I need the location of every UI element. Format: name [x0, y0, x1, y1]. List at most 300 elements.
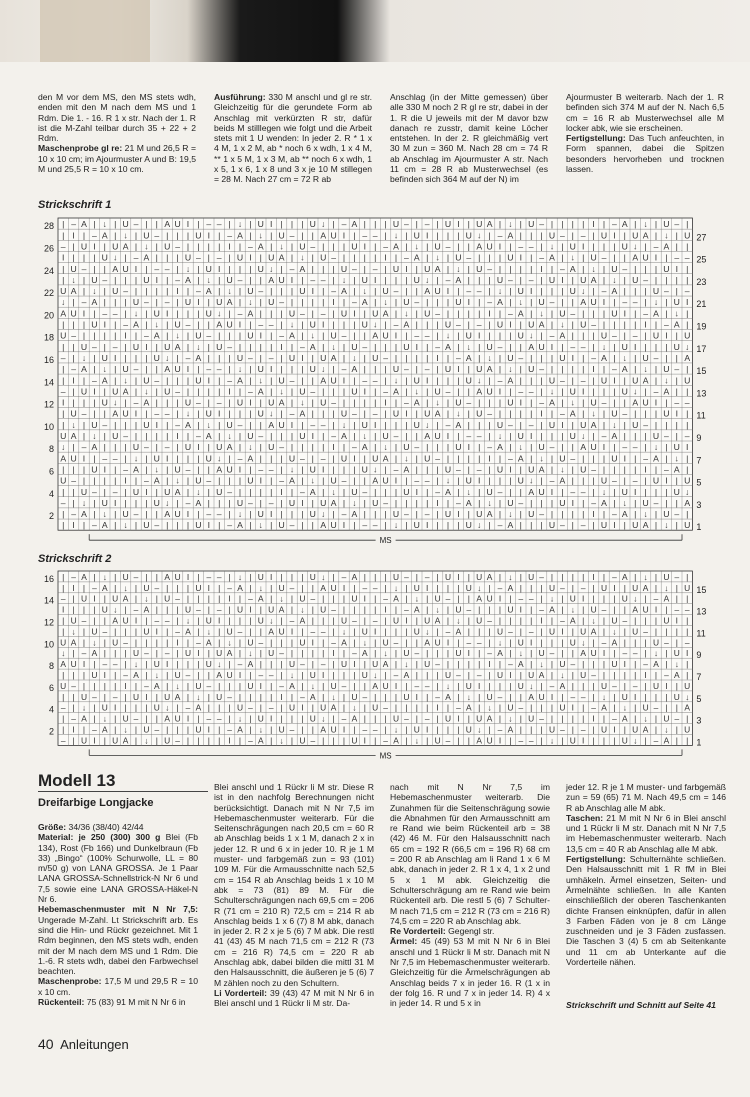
chart-cell-symbol: A	[102, 724, 108, 735]
chart-cell-symbol: |	[519, 509, 522, 520]
chart-cell-symbol: U	[517, 680, 524, 691]
chart-cell-symbol: –	[268, 352, 274, 363]
chart-cell-symbol: |	[374, 386, 377, 397]
chart-cell-symbol: –	[383, 735, 388, 746]
chart-cell-symbol: U	[309, 670, 316, 680]
chart-cell-symbol: |	[280, 352, 283, 363]
chart-cell-symbol: A	[486, 571, 493, 582]
chart-cell-symbol: –	[112, 308, 118, 319]
chart-cell-symbol: |	[488, 230, 491, 241]
chart-cell-symbol: |	[415, 308, 418, 319]
chart-cell-symbol: –	[560, 375, 565, 386]
chart-cell-symbol: |	[322, 286, 325, 297]
chart-cell-symbol: –	[92, 724, 97, 735]
chart-cell-symbol: I	[488, 453, 491, 464]
chart-cell-symbol: |	[654, 375, 658, 386]
chart-cell-symbol: –	[372, 408, 378, 419]
chart-cell-symbol: ↓	[154, 464, 159, 475]
chart-cell-symbol: U	[143, 419, 150, 430]
chart-cell-symbol: |	[322, 241, 325, 252]
chart-cell-symbol: |	[301, 364, 304, 375]
chart-cell-symbol: |	[155, 286, 158, 297]
chart-cell-symbol: |	[301, 475, 304, 486]
chart-cell-symbol: |	[249, 375, 252, 386]
chart-cell-symbol: |	[72, 497, 75, 508]
chart-cell-symbol: I	[405, 263, 408, 274]
chart-cell-symbol: ↓	[237, 571, 243, 582]
chart-cell-symbol: |	[93, 330, 96, 341]
chart-cell-symbol: |	[249, 408, 252, 419]
chart-cell-symbol: U	[465, 230, 472, 241]
chart-cell-symbol: |	[342, 497, 346, 508]
chart-cell-symbol: –	[435, 453, 440, 464]
chart-cell-symbol: |	[228, 659, 231, 670]
chart-cell-symbol: A	[663, 241, 670, 252]
chart-cell-symbol: I	[176, 431, 179, 441]
chart-cell-symbol: |	[602, 713, 606, 724]
chart-cell-symbol: U	[299, 241, 306, 252]
chart-cell-symbol: I	[165, 308, 169, 319]
chart-cell-symbol: –	[268, 319, 274, 330]
chart-cell-symbol: |	[62, 230, 65, 241]
chart-cell-symbol: |	[114, 419, 117, 430]
chart-cell-symbol: |	[613, 386, 616, 397]
chart-cell-symbol: |	[166, 670, 169, 680]
chart-cell-symbol: –	[362, 582, 368, 593]
chart-cell-symbol: |	[82, 637, 86, 648]
chart-cell-symbol: ↓	[113, 252, 118, 263]
chart-cell-symbol: |	[186, 593, 190, 604]
chart-cell-symbol: |	[93, 509, 96, 520]
chart-cell-symbol: –	[674, 364, 680, 375]
chart-cell-symbol: –	[414, 648, 420, 659]
chart-cell-symbol: A	[206, 637, 212, 648]
chart-cell-symbol: |	[436, 274, 439, 285]
chart-cell-symbol: |	[249, 691, 252, 702]
chart-cell-symbol: ↓	[133, 308, 139, 319]
chart-cell-symbol: |	[374, 571, 377, 582]
paragraph	[38, 904, 198, 976]
chart-cell-symbol: –	[154, 724, 160, 735]
chart-cell-symbol: U	[174, 319, 181, 330]
chart-cell-symbol: U	[236, 702, 244, 713]
chart-cell-symbol: |	[72, 486, 75, 497]
chart-cell-symbol: I	[176, 637, 179, 648]
chart-cell-symbol: ↓	[362, 637, 367, 648]
chart-cell-symbol: |	[363, 219, 366, 230]
chart-cell-symbol: I	[353, 453, 356, 464]
chart-cell-symbol: |	[457, 735, 460, 746]
chart-cell-symbol: |	[634, 702, 637, 713]
chart-cell-symbol: |	[270, 308, 273, 319]
chart-cell-symbol: A	[112, 408, 119, 419]
chart-cell-symbol: A	[424, 286, 431, 297]
chart-cell-symbol: |	[582, 453, 585, 464]
chart-cell-symbol: |	[166, 397, 169, 408]
chart-cell-symbol: ↓	[456, 263, 461, 274]
chart2-title: Strickschrift 2	[38, 553, 112, 565]
chart-cell-symbol: |	[363, 352, 366, 363]
chart-cell-symbol: I	[477, 475, 481, 486]
chart-cell-symbol: |	[176, 615, 179, 626]
chart-cell-symbol: |	[602, 626, 606, 637]
chart-cell-symbol: U	[517, 330, 524, 341]
chart-cell-symbol: –	[632, 680, 638, 691]
chart-cell-symbol: A	[361, 442, 368, 453]
chart-cell-symbol: A	[445, 341, 451, 352]
chart-cell-symbol: –	[237, 626, 243, 637]
chart-cell-symbol: U	[122, 263, 129, 274]
chart-cell-symbol: U	[580, 626, 587, 637]
chart-cell-symbol: |	[103, 263, 106, 274]
chart-cell-symbol: |	[467, 386, 470, 397]
chart-cell-symbol: |	[207, 352, 210, 363]
chart-cell-symbol: |	[592, 475, 595, 486]
chart-cell-symbol: ↓	[175, 475, 180, 486]
chart-cell-symbol: |	[623, 680, 626, 691]
chart-cell-symbol: I	[280, 486, 283, 497]
chart-cell-symbol: |	[93, 604, 96, 615]
chart-cell-symbol: I	[103, 319, 107, 330]
chart-cell-symbol: A	[153, 475, 160, 486]
chart-cell-symbol: |	[228, 713, 231, 724]
chart-cell-symbol: I	[186, 509, 190, 520]
chart-cell-symbol: |	[498, 352, 502, 363]
chart-cell-symbol: |	[394, 297, 398, 308]
chart-cell-symbol: U	[642, 702, 649, 713]
chart-cell-symbol: |	[290, 397, 294, 408]
chart-cell-symbol: |	[238, 648, 242, 659]
chart-cell-symbol: –	[560, 520, 565, 531]
row-label-left: 16	[43, 354, 54, 365]
chart-cell-symbol: A	[611, 286, 618, 297]
chart-cell-symbol: |	[134, 520, 138, 531]
chart-cell-symbol: U	[517, 475, 524, 486]
chart-cell-symbol: |	[322, 408, 325, 419]
chart-cell-symbol: –	[352, 263, 357, 274]
paragraph-text: 21 M mit N Nr 6 in Blei anschl und 1 Rückr li M str. Danach mit N Nr 7,5 im Hebemaschenmuster weiterarb. Nach 13,5 cm = 40 R ab Anschlag alle M abk.	[566, 812, 726, 854]
row-label-right: 15	[696, 366, 707, 377]
chart-cell-symbol: –	[279, 648, 284, 659]
chart-cell-symbol: ↓	[560, 670, 565, 680]
chart-cell-symbol: A	[81, 713, 87, 724]
chart-cell-symbol: |	[186, 431, 190, 441]
chart-cell-symbol: |	[426, 670, 429, 680]
chart-cell-symbol: A	[133, 464, 139, 475]
chart-cell-symbol: |	[238, 263, 242, 274]
chart-cell-symbol: |	[270, 230, 273, 241]
chart-cell-symbol: –	[570, 659, 576, 670]
row-label-right: 3	[696, 499, 702, 510]
chart-cell-symbol: I	[155, 274, 159, 285]
chart-cell-symbol: |	[540, 497, 543, 508]
chart-cell-symbol: |	[353, 252, 356, 263]
chart-cell-symbol: |	[114, 475, 117, 486]
page-footer	[38, 1036, 129, 1052]
chart-cell-symbol: –	[60, 593, 66, 604]
chart-cell-symbol: ↓	[165, 702, 170, 713]
chart-cell-symbol: |	[342, 297, 346, 308]
chart-cell-symbol: |	[613, 442, 616, 453]
chart-cell-symbol: –	[580, 230, 586, 241]
chart-cell-symbol: U	[361, 319, 368, 330]
chart-cell-symbol: |	[155, 241, 158, 252]
chart-cell-symbol: |	[561, 593, 564, 604]
chart-cell-symbol: A	[559, 680, 566, 691]
chart-cell-symbol: –	[643, 308, 648, 319]
chart-cell-symbol: |	[550, 431, 554, 441]
chart-cell-symbol: U	[164, 735, 171, 746]
chart-cell-symbol: –	[300, 341, 305, 352]
chart-cell-symbol: A	[434, 263, 441, 274]
chart-cell-symbol: ↓	[393, 582, 399, 593]
row-label-left: 28	[43, 221, 54, 232]
model-subtitle: Dreifarbige Longjacke	[38, 797, 154, 809]
chart-cell-symbol: A	[476, 241, 483, 252]
chart-cell-symbol: |	[415, 352, 418, 363]
chart-cell-symbol: –	[653, 241, 659, 252]
paragraph	[214, 988, 374, 1009]
chart-cell-symbol: |	[218, 680, 221, 691]
chart-cell-symbol: –	[123, 431, 128, 441]
chart-cell-symbol: |	[519, 520, 522, 531]
chart-cell-symbol: |	[124, 453, 127, 464]
chart-cell-symbol: |	[363, 615, 366, 626]
chart-cell-symbol: |	[467, 615, 470, 626]
chart-cell-symbol: |	[363, 604, 366, 615]
row-label-right: 25	[696, 254, 707, 265]
chart-cell-symbol: –	[154, 375, 160, 386]
chart-cell-symbol: ↓	[466, 341, 471, 352]
chart-cell-symbol: |	[665, 626, 668, 637]
chart-cell-symbol: –	[622, 297, 628, 308]
chart-cell-symbol: |	[561, 241, 564, 252]
chart-cell-symbol: –	[133, 509, 139, 520]
chart-cell-symbol: –	[414, 475, 420, 486]
chart-cell-symbol: |	[634, 219, 637, 230]
chart-cell-symbol: U	[70, 408, 77, 419]
chart-cell-symbol: I	[374, 626, 377, 637]
chart-cell-symbol: |	[228, 352, 231, 363]
chart-cell-symbol: ↓	[71, 274, 76, 285]
chart-cell-symbol: U	[268, 648, 275, 659]
chart-cell-symbol: U	[382, 330, 389, 341]
chart-cell-symbol: A	[476, 735, 482, 746]
chart-cell-symbol: I	[685, 297, 689, 308]
chart-cell-symbol: A	[642, 724, 649, 735]
chart-cell-symbol: |	[332, 263, 335, 274]
chart-cell-symbol: |	[145, 408, 148, 419]
chart-cell-symbol: I	[592, 219, 595, 230]
chart-cell-symbol: |	[290, 241, 294, 252]
chart-cell-symbol: U	[590, 297, 597, 308]
chart-cell-symbol: U	[652, 475, 660, 486]
chart-cell-symbol: |	[103, 431, 106, 441]
chart-cell-symbol: |	[280, 364, 283, 375]
chart-cell-symbol: |	[249, 219, 252, 230]
chart-cell-symbol: –	[164, 263, 170, 274]
chart-cell-symbol: ↓	[477, 582, 482, 593]
chart-cell-symbol: |	[311, 252, 314, 263]
chart-cell-symbol: |	[72, 252, 75, 263]
chart-cell-symbol: I	[342, 230, 346, 241]
chart-cell-symbol: U	[351, 341, 358, 352]
chart-cell-symbol: U	[528, 713, 535, 724]
chart-cell-symbol: I	[72, 230, 75, 241]
chart-cell-symbol: U	[496, 319, 504, 330]
chart-cell-symbol: |	[93, 397, 96, 408]
chart-cell-symbol: |	[249, 713, 252, 724]
chart-cell-symbol: A	[320, 375, 327, 386]
chart-cell-symbol: |	[82, 319, 86, 330]
chart-cell-symbol: |	[654, 486, 658, 497]
chart-cell-symbol: |	[550, 453, 554, 464]
chart-cell-symbol: |	[602, 219, 606, 230]
chart-cell-symbol: |	[426, 252, 429, 263]
chart-cell-symbol: |	[145, 637, 148, 648]
chart-cell-symbol: –	[632, 330, 638, 341]
chart-cell-symbol: |	[207, 297, 210, 308]
chart-cell-symbol: |	[384, 626, 387, 637]
chart-cell-symbol: U	[309, 364, 316, 375]
chart-cell-symbol: |	[62, 263, 65, 274]
chart-cell-symbol: –	[289, 230, 295, 241]
chart-cell-symbol: |	[478, 486, 481, 497]
chart-cell-symbol: |	[571, 274, 574, 285]
chart-cell-symbol: –	[580, 341, 586, 352]
chart-cell-symbol: |	[259, 297, 262, 308]
chart-cell-symbol: A	[278, 604, 285, 615]
chart-cell-symbol: |	[249, 274, 252, 285]
chart-cell-symbol: |	[488, 475, 491, 486]
chart-cell-symbol: –	[289, 520, 295, 531]
chart-cell-symbol: I	[581, 386, 585, 397]
chart-cell-symbol: U	[413, 274, 420, 285]
chart-cell-symbol: –	[320, 626, 326, 637]
chart-cell-symbol: U	[278, 419, 285, 430]
chart-cell-symbol: U	[226, 464, 233, 475]
chart-cell-symbol: U	[60, 330, 67, 341]
paragraph	[390, 782, 550, 926]
chart-cell-symbol: |	[571, 442, 574, 453]
chart-cell-symbol: U	[122, 364, 129, 375]
chart-cell-symbol: |	[530, 263, 533, 274]
chart-cell-symbol: U	[600, 724, 608, 735]
chart-cell-symbol: |	[353, 520, 356, 531]
chart-cell-symbol: I	[124, 680, 127, 691]
chart-cell-symbol: A	[674, 670, 680, 680]
chart-cell-symbol: –	[206, 330, 212, 341]
chart-cell-symbol: ↓	[404, 308, 409, 319]
chart-cell-symbol: –	[154, 615, 160, 626]
chart-cell-symbol: A	[278, 252, 285, 263]
chart-cell-symbol: A	[424, 637, 430, 648]
chart-cell-symbol: –	[622, 648, 628, 659]
chart-cell-symbol: –	[248, 497, 253, 508]
chart-cell-symbol: U	[205, 659, 212, 670]
chart-cell-symbol: –	[539, 713, 544, 724]
chart-cell-symbol: |	[259, 626, 262, 637]
chart-cell-symbol: |	[686, 626, 689, 637]
chart-cell-symbol: U	[652, 637, 660, 648]
chart-cell-symbol: U	[632, 582, 639, 593]
chart-cell-symbol: |	[675, 724, 678, 735]
chart-cell-symbol: |	[238, 408, 242, 419]
chart-cell-symbol: |	[634, 308, 637, 319]
chart-cell-symbol: A	[476, 593, 482, 604]
chart-cell-symbol: –	[248, 702, 253, 713]
chart-cell-symbol: –	[570, 308, 576, 319]
chart-cell-symbol: U	[444, 219, 452, 230]
chart-cell-symbol: –	[497, 582, 503, 593]
chart-cell-symbol: –	[352, 648, 357, 659]
chart-cell-symbol: I	[498, 593, 502, 604]
chart-cell-symbol: –	[289, 724, 295, 735]
chart-cell-symbol: ↓	[487, 352, 492, 363]
chart-cell-symbol: A	[684, 352, 691, 363]
chart-cell-symbol: |	[634, 509, 637, 520]
chart-cell-symbol: –	[248, 735, 253, 746]
chart-cell-symbol: –	[684, 252, 690, 263]
chart-cell-symbol: U	[444, 319, 452, 330]
chart-cell-symbol: ↓	[393, 375, 399, 386]
chart-cell-symbol: |	[332, 659, 335, 670]
chart-cell-symbol: I	[72, 724, 75, 735]
chart-cell-symbol: U	[600, 520, 608, 531]
chart-cell-symbol: U	[205, 308, 212, 319]
row-label-right: 15	[696, 584, 707, 595]
chart-cell-symbol: |	[519, 230, 522, 241]
chart-cell-symbol: –	[60, 702, 66, 713]
chart-cell-symbol: A	[237, 230, 243, 241]
chart-cell-symbol: U	[195, 520, 202, 531]
chart-cell-symbol: |	[592, 593, 595, 604]
chart-cell-symbol: ↓	[477, 375, 482, 386]
chart-cell-symbol: |	[72, 341, 75, 352]
chart-cell-symbol: |	[103, 330, 106, 341]
chart-cell-symbol: |	[270, 724, 273, 735]
chart-cell-symbol: |	[207, 670, 210, 680]
chart-cell-symbol: |	[280, 509, 283, 520]
chart-cell-symbol: U	[216, 691, 223, 702]
chart-cell-symbol: ↓	[581, 637, 586, 648]
chart-cell-symbol: –	[196, 397, 201, 408]
chart-cell-symbol: |	[623, 637, 626, 648]
chart-cell-symbol: U	[517, 286, 524, 297]
chart-cell-symbol: I	[353, 308, 356, 319]
chart-cell-symbol: I	[259, 475, 263, 486]
chart-cell-symbol: –	[404, 364, 409, 375]
chart-cell-symbol: –	[622, 615, 628, 626]
chart-cell-symbol: |	[218, 330, 221, 341]
chart-cell-symbol: A	[268, 626, 274, 637]
chart-cell-symbol: |	[301, 219, 304, 230]
chart-cell-symbol: –	[320, 308, 326, 319]
chart-cell-symbol: U	[330, 680, 337, 691]
chart-cell-symbol: |	[665, 308, 668, 319]
chart-cell-symbol: –	[164, 297, 170, 308]
chart-cell-symbol: –	[674, 252, 680, 263]
chart-cell-symbol: A	[642, 582, 649, 593]
chart-cell-symbol: A	[195, 702, 202, 713]
chart-cell-symbol: U	[632, 419, 639, 430]
chart-cell-symbol: |	[467, 453, 470, 464]
chart-cell-symbol: –	[154, 520, 160, 531]
chart-cell-symbol: |	[498, 475, 502, 486]
chart-cell-symbol: A	[112, 263, 119, 274]
chart-cell-symbol: –	[528, 593, 534, 604]
chart-cell-symbol: |	[176, 230, 179, 241]
